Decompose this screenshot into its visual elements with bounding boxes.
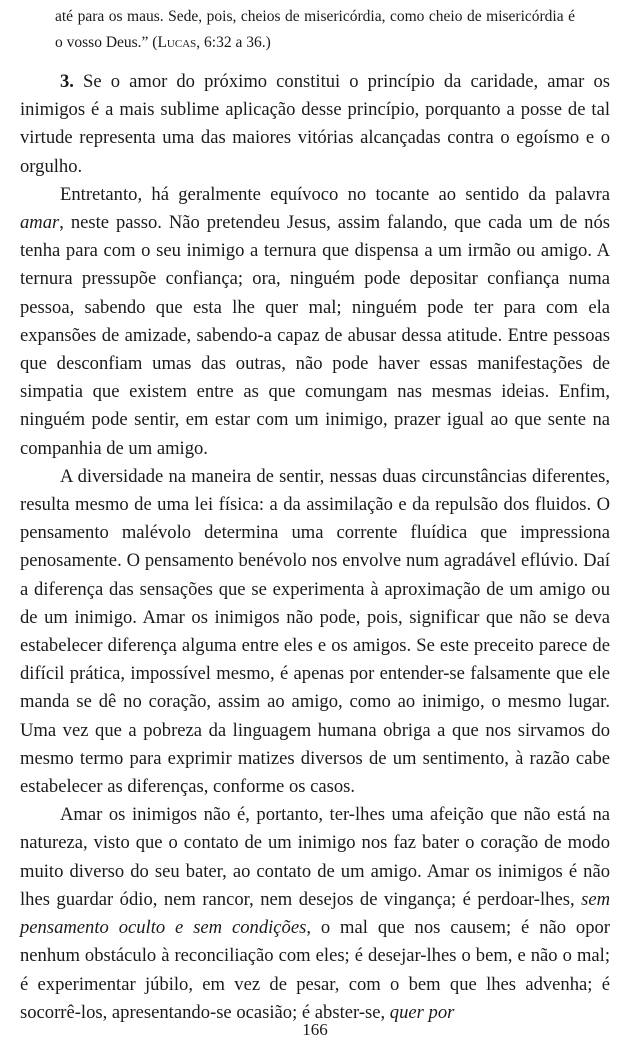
main-text [20, 68, 610, 1027]
quote-citation-ref: , 6:32 a 36.) [196, 34, 271, 51]
paragraph-3-body [20, 463, 610, 801]
emphasis-text: amar [20, 212, 60, 234]
emphasis-text: sem pensamento oculto e sem condições [20, 888, 610, 939]
page-number: 166 [302, 1020, 328, 1039]
paragraph-text: , o mal que nos causem; é não opor nenhum obstáculo à reconciliação com eles; é desejar-lhes o bem, e não o mal; é experimentar júbilo, em vez de pesar, com o bem que lhes advenha; é socorrê-los, apresentando-se ocasião; é abster-se, [20, 917, 611, 1023]
paragraph-text: , neste passo. Não pretendeu Jesus, assim falando, que cada um de nós tenha para com o seu inimigo a ternura que dispensa a um irmão ou amigo. A ternura pressupõe confiança; ora, ninguém pode depositar confiança numa pessoa, sabendo que esta lhe quer mal; ninguém pode ter para com ela expansões de amizade, sabendo-a capaz de abusar dessa atitude. Entre pessoas que desconfiam umas das outras, não pode haver essas manifestações de simpatia que existem entre as que comungam nas mesmas ideias. Enfim, ninguém pode sentir, em estar com um inimigo, prazer igual ao que sente na companhia de um amigo. [20, 212, 610, 459]
paragraph-3 [20, 68, 610, 181]
paragraph-text: Se o amor do próximo constitui o princípio da caridade, amar os inimigos é a mais sublime aplicação desse princípio, porquanto a posse de tal virtude representa uma das maiores vitórias alcançadas contra o egoísmo e o orgulho. [20, 71, 610, 177]
quote-block [55, 4, 575, 56]
emphasis-text: quer por [389, 1001, 455, 1023]
paragraph-4 [20, 801, 610, 1027]
paragraph-text: Amar os inimigos não é, portanto, ter-lhes uma afeição que não está na natureza, visto que o contato de um inimigo nos faz bater o coração de modo muito diverso do seu bater, ao contato de um amigo. Amar os inimigos é não lhes guardar ódio, nem rancor, nem desejos de vingança; é perdoar-lhes, [20, 804, 610, 910]
quote-text: até para os maus. Sede, pois, cheios de misericórdia, como cheio de misericórdia é o vosso Deus.” ( [55, 8, 575, 51]
paragraph-text: A diversidade na maneira de sentir, nessas duas circunstâncias diferentes, resulta mesmo de uma lei física: a da assimilação e da repulsão dos fluidos. O pensamento malévolo determina uma corrente fluídica que impressiona penosamente. O pensamento benévolo nos envolve num agradável eflúvio. Daí a diferença das sensações que se experimenta à aproximação de um amigo ou de um inimigo. Amar os inimigos não pode, pois, significar que não se deva estabelecer diferença alguma entre eles e os amigos. Se este preceito parece de difícil prática, impossível mesmo, é apenas por entender-se falsamente que ele manda se dê no coração, assim ao amigo, como ao inimigo, o mesmo lugar. Uma vez que a pobreza da linguagem humana obriga a que nos sirvamos do mesmo termo para exprimir matizes diversos de um sentimento, à razão cabe estabelecer as diferenças, conforme os casos. [20, 465, 610, 798]
paragraph-2 [20, 181, 610, 463]
paragraph-number: 3. [60, 71, 74, 92]
quote-citation-name: Lucas [157, 34, 197, 51]
paragraph-text: Entretanto, há geralmente equívoco no tocante ao sentido da palavra [60, 183, 610, 205]
